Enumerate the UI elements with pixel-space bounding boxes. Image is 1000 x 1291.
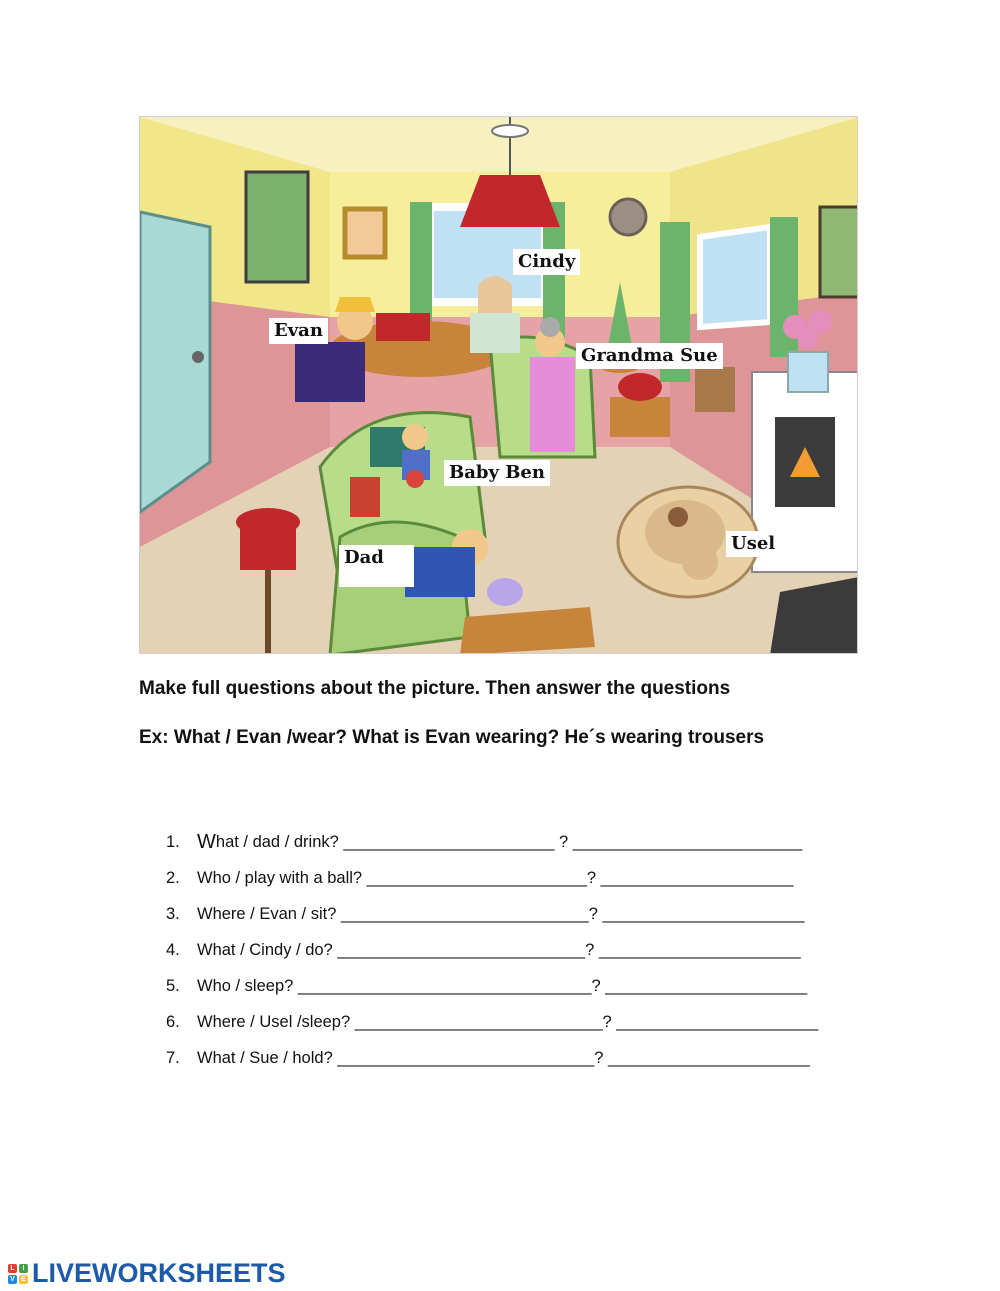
ceiling-rose <box>492 125 528 137</box>
question-text: hat / dad / drink? _______________________ ? _________________________ <box>215 832 803 851</box>
example-sentence: Ex: What / Evan /wear? What is Evan wearing? He´s wearing trousers <box>139 727 765 748</box>
floor-lamp-shade <box>240 522 296 570</box>
question-number: 6. <box>166 1012 180 1031</box>
question-number: 1. <box>166 832 180 851</box>
question-item[interactable] <box>166 824 856 860</box>
logo-cell: L <box>8 1264 17 1273</box>
question-list <box>166 824 856 1076</box>
question-number: 2. <box>166 868 180 887</box>
question-initial: W <box>197 830 216 853</box>
label-baby-ben: Baby Ben <box>444 460 550 486</box>
question-text: Who / sleep? ________________________________? ______________________ <box>197 976 808 995</box>
question-item[interactable] <box>166 896 856 932</box>
right-window <box>700 227 770 327</box>
grandma-dress <box>530 357 575 452</box>
ball <box>406 470 424 488</box>
logo-cell: V <box>8 1275 17 1284</box>
question-item[interactable] <box>166 1040 856 1076</box>
task-instruction: Make full questions about the picture. Then answer the questions <box>139 678 731 699</box>
dad-shirt <box>405 547 475 597</box>
cindy-hair <box>478 276 512 317</box>
logo-cell: E <box>19 1275 28 1284</box>
evan-shirt <box>295 342 365 402</box>
question-number: 4. <box>166 940 180 959</box>
question-number: 5. <box>166 976 180 995</box>
question-item[interactable] <box>166 968 856 1004</box>
question-text: Where / Usel /sleep? ___________________________? ______________________ <box>197 1012 819 1031</box>
baby-head <box>402 424 428 450</box>
wall-plate <box>610 199 646 235</box>
door-handle <box>192 351 204 363</box>
question-text: What / Sue / hold? ____________________________? ______________________ <box>197 1048 810 1067</box>
question-item[interactable] <box>166 860 856 896</box>
question-item[interactable] <box>166 1004 856 1040</box>
room-drawing <box>140 117 858 654</box>
picture-right <box>820 207 858 297</box>
dog-spot <box>668 507 688 527</box>
living-room-illustration <box>139 116 858 654</box>
liveworksheets-logo[interactable] <box>8 1258 286 1289</box>
evan-hair <box>335 297 375 312</box>
gift-box <box>376 313 430 341</box>
vase <box>788 352 828 392</box>
cushion-red <box>350 477 380 517</box>
question-item[interactable] <box>166 932 856 968</box>
logo-mark-icon <box>8 1264 28 1284</box>
table-lamp <box>618 373 662 401</box>
label-evan: Evan <box>269 318 328 344</box>
question-text: What / Cindy / do? ___________________________? ______________________ <box>197 940 801 959</box>
label-grandma-sue: Grandma Sue <box>576 343 723 369</box>
cindy-shirt <box>470 313 520 353</box>
teapot <box>487 578 523 606</box>
side-table <box>610 397 670 437</box>
floor-lamp-pole <box>265 570 271 654</box>
question-number: 7. <box>166 1048 180 1067</box>
radio <box>695 367 735 412</box>
grandma-hair <box>540 317 560 337</box>
picture-house <box>246 172 308 282</box>
dog-head <box>682 544 718 580</box>
question-text: Who / play with a ball? ________________________? _____________________ <box>197 868 794 887</box>
question-number: 3. <box>166 904 180 923</box>
logo-cell: I <box>19 1264 28 1273</box>
question-text: Where / Evan / sit? ___________________________? ______________________ <box>197 904 805 923</box>
label-dad: Dad <box>339 545 414 587</box>
label-usel: Usel <box>726 531 780 557</box>
brand-name: LIVEWORKSHEETS <box>32 1258 286 1288</box>
label-cindy: Cindy <box>513 249 580 275</box>
flower-3 <box>798 329 818 349</box>
picture-portrait <box>345 209 385 257</box>
